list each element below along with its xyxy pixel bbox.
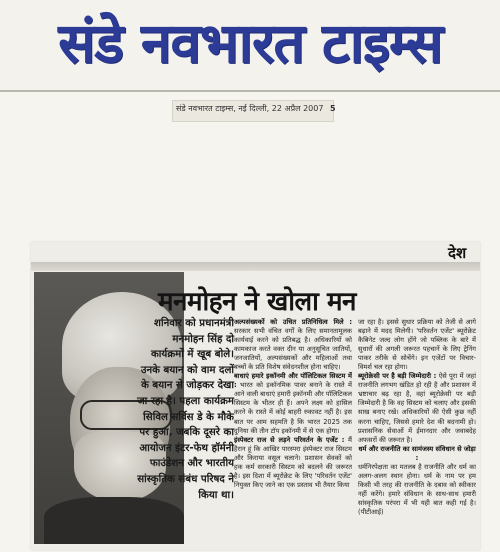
suit-shape (44, 497, 184, 544)
section-label: देश (448, 244, 467, 262)
paragraph: ऐसे पूरा में जहां राजनीति लगभग खंडित हो रही है और प्रशासन में भ्रष्टाचार बढ़ रहा है, वहां ब्यूरोक्रेसी पर बड़ी जिम्मेदारी है कि वह सिस्टम को चलाए और इसकी साख बनाए रखे। अधिकारियों की ऐसी कुछ नहीं करना चाहिए, जिससे हमारे देश की बदनामी हो। प्रशासनिक सेवाओं में ईमानदार और जवाबदेह अफसरों की जरूरत है। (358, 372, 476, 444)
masthead-rule (0, 90, 500, 92)
paragraph: भारत को इकॉनमिक पावर बनाने के रास्ते में आने वाली बाधाएं हमारी इकॉनमी और पॉलिटिकल सिस्टम के भीतर ही हैं। अपने लक्ष्य को हासिल करने के रास्ते में कोई बाहरी रुकावट नहीं है। इस बात पर आम सहमति है कि भारत 2025 तक दुनिया की तीन टॉप इकॉनमी में से एक होगा। (234, 381, 352, 435)
article-intro: शनिवार को प्रधानमंत्री मनमोहन सिंह दो कार्यक्रमों में खूब बोले। उनके बयान को वाम दलों के बयान से जोड़कर देखा जा रहा है। पहला कार्यक्रम सिविल सर्विस डे के मौके पर हुआ, जबकि दूसरे का आयोजन इंटर-फेथ हॉर्मनी फाउंडेशन और भारतीय सांस्कृतिक संबंध परिषद ने किया था। (137, 318, 234, 501)
subhead: ब्यूरोक्रेसी पर है बड़ी जिम्मेदारी : (358, 372, 437, 381)
subhead: अल्पसंख्यकों को उचित प्रतिनिधित्व मिले : (234, 318, 352, 326)
paragraph: जा रहा है। इससे सुधार प्रक्रिया को तेजी से आगे बढ़ाने में मदद मिलेगी। 'परिवर्तन एजेंट' ब्यूरोक्रेट कैबिनेट जल्द लोग होंगे जो पब्लिक के बारे में सुधारों की अगली जरूरत पहचानें के लिए ट्रेनिंग पाकर तरीके से सोचेंगे। इन एजेंटों पर विचार-विमर्श चल रहा होगा। (358, 318, 476, 372)
subhead: बाधाएं हमारे इकॉनमी और पॉलिटिकल सिस्टम में : (234, 372, 352, 390)
paragraph: धर्मनिरपेक्षता का मतलब है राजनीति और धर्म का अलग-अलग स्थान होना। धर्म के नाम पर हम किसी भी तरह की राजनीति के दबाव को स्वीकार नहीं करेंगे। हमारे संविधान के साथ-साथ हमारी सांस्कृतिक परंपरा में भी यही बात कही गई है। (पीटीआई) (358, 462, 476, 516)
dateline-text: संडे नवभारत टाइम्स, नई दिल्ली, 22 अप्रैल 2007 (176, 104, 324, 113)
subhead: इंस्पेक्टर राज से लड़ने परिवर्तन के एजेंट : (234, 435, 345, 444)
article-column-2 (358, 318, 476, 543)
paragraph: मैं हैरान हूं कि आखिर पारस्परा इंस्पेक्टर राज सिस्टम और किराया वसूल चलाने। प्रशासन सेवकों को हक कर्म सरकारी सिस्टम को बदलने की जरूरत है। इस दिशा में ब्यूरोक्रेट के लिए 'परिवर्तन एजेंट' नियुक्त किए जाने का एक प्रस्ताव भी तैयार किया (234, 435, 352, 489)
page-number: 5 (330, 104, 336, 113)
paragraph: सरकार सभी वंचित वर्गों के लिए समानतामूलक कार्यवाई करने को प्रतिबद्ध है। अधिकारियों को कामकाज करते वक्त दीन या अनुसूचित जातियों, जनजातियों, अल्पसंख्यकों और महिलाओं तथा बच्चों के प्रति विशेष संवेदनशील होना चाहिए। (234, 327, 352, 372)
article-column-1 (234, 318, 352, 543)
subhead-centered: धर्म और राजनीति का सामंजस्य संविधान से जोड़ा : (358, 444, 476, 462)
clipping-top-bar (31, 262, 480, 271)
dateline (176, 103, 336, 114)
masthead-title: संडे नवभारत टाइम्स (58, 11, 442, 75)
article-headline: मनमोहन ने खोला मन (158, 287, 356, 317)
masthead (0, 0, 500, 92)
